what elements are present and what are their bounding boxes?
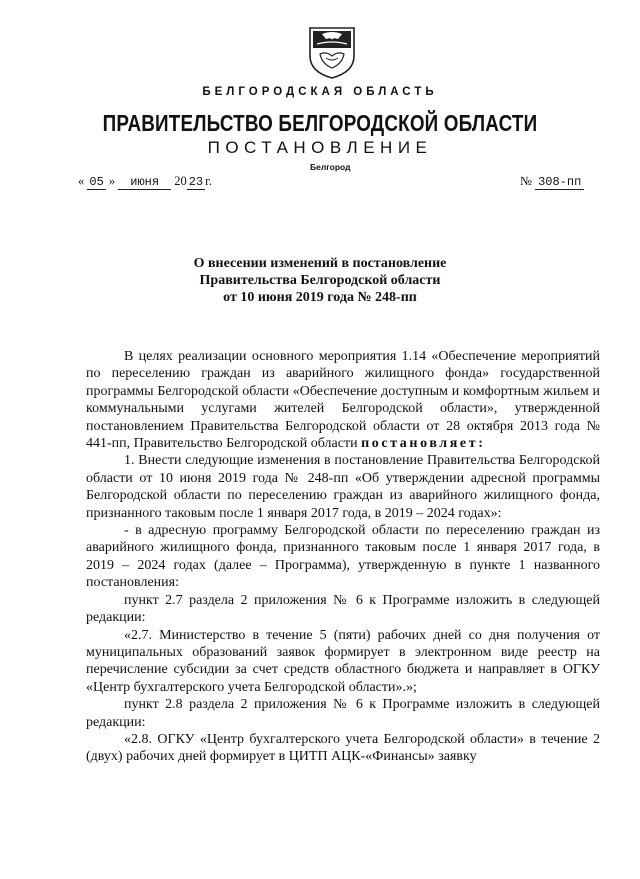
paragraph-item-1: 1. Внести следующие изменения в постановление Правительства Белгородской области от 10 июня 2019 года № 248-пп «Об утверждении адресной программы Белгородской области по переселению граждан из аварийного жилищного фонда, признанного таковым после 1 января 2017 года, в 2019 – 2024 годах»:	[86, 453, 600, 521]
region-name: БЕЛГОРОДСКАЯ ОБЛАСТЬ	[202, 86, 438, 98]
document-body	[86, 348, 600, 766]
preamble-text: В целях реализации основного мероприятия 1.14 «Обеспечение мероприятий по переселению граждан из аварийного жилищного фонда» государственной программы Белгородской области «Обеспечение доступным и комфортным жильем и коммунальными услугами жителей Белгородской области», утвержденной постановлением Правительства Белгородской области от 28 октября 2013 года № 441-пп, Правительство Белгородской области	[86, 349, 600, 452]
document-title	[0, 255, 640, 306]
date-year-unit: г.	[205, 174, 212, 188]
paragraph-point-2-8: пункт 2.8 раздела 2 приложения № 6 к Программе изложить в следующей редакции:	[86, 697, 600, 730]
date-close-quote: »	[108, 174, 116, 188]
date-year-prefix: 20	[174, 174, 187, 188]
paragraph-program-amend: - в адресную программу Белгородской области по переселению граждан из аварийного жилищного фонда, признанного таковым после 1 января 2017 года, в 2019 – 2024 годах (далее – Программа), утвержденную в пункте 1 названного постановления:	[86, 523, 600, 591]
paragraph-point-2-7-text: «2.7. Министерство в течение 5 (пяти) рабочих дней со дня получения от муниципальных образований заявок формирует в электронном виде реестр на перечисление субсидии за счет средств областного бюджета и направляет в ОГКУ «Центр бухгалтерского учета Белгородской области».»;	[86, 627, 600, 695]
paragraph-point-2-7: пункт 2.7 раздела 2 приложения № 6 к Программе изложить в следующей редакции:	[86, 592, 600, 626]
paragraph-preamble	[86, 348, 600, 452]
document-date	[78, 174, 212, 189]
number-value: 308-пп	[535, 175, 584, 190]
document-number	[520, 174, 584, 189]
date-day: 05	[89, 175, 104, 189]
resolve-word: постановляет:	[361, 436, 486, 452]
government-name: ПРАВИТЕЛЬСТВО БЕЛГОРОДСКОЙ ОБЛАСТИ	[102, 110, 538, 136]
title-line-1: О внесении изменений в постановление	[193, 256, 447, 271]
date-open-quote: «	[78, 174, 85, 188]
number-sign: №	[520, 174, 532, 188]
coat-of-arms-emblem	[302, 20, 362, 80]
title-line-3: от 10 июня 2019 года № 248-пп	[223, 290, 417, 305]
city-name: Белгород	[310, 162, 351, 172]
date-month: июня	[118, 175, 171, 190]
paragraph-point-2-8-text: «2.8. ОГКУ «Центр бухгалтерского учета Белгородской области» в течение 2 (двух) рабочих дней формирует в ЦИТП АЦК-«Финансы» заявку	[86, 731, 600, 765]
document-type: ПОСТАНОВЛЕНИЕ	[207, 138, 433, 157]
title-line-2: Правительства Белгородской области	[199, 273, 441, 288]
date-year-suffix: 23	[188, 175, 204, 189]
